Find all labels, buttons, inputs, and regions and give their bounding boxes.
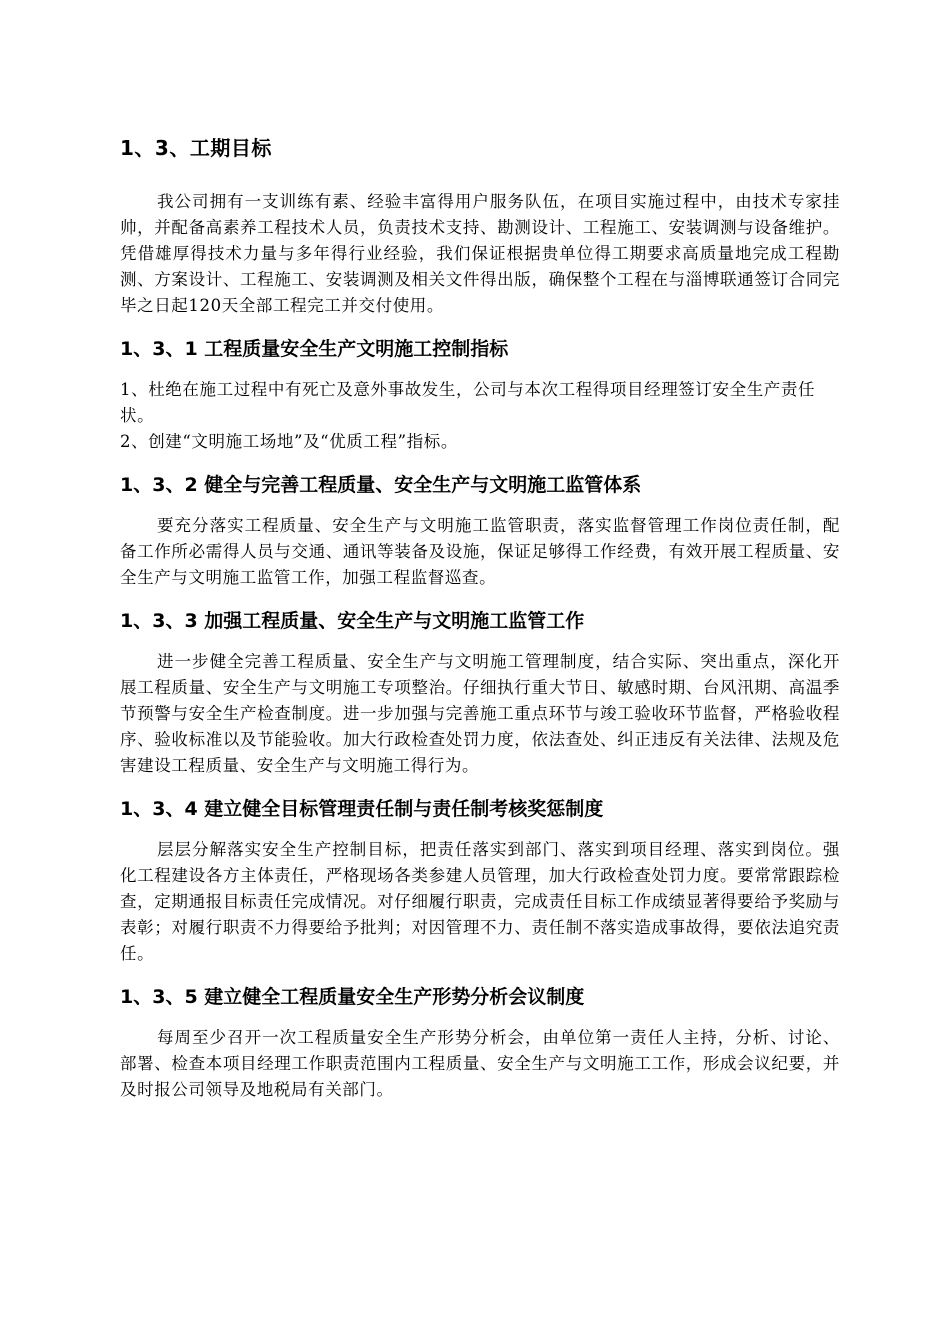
section-heading-1: 1、3、1 工程质量安全生产文明施工控制指标 <box>120 338 509 360</box>
section-heading-3: 1、3、3 加强工程质量、安全生产与文明施工监管工作 <box>120 610 585 632</box>
list-item: 2、创建“文明施工场地”及“优质工程”指标。 <box>120 432 458 451</box>
section-paragraph-3: 进一步健全完善工程质量、安全生产与文明施工管理制度，结合实际、突出重点，深化开展工程质量、安全生产与文明施工专项整治。仔细执行重大节日、敏感时期、台风汛期、高温季节预警与安全生产检查制度。进一步加强与完善施工重点环节与竣工验收环节监督，严格验收程序、验收标准以及节能验收。加大行政检查处罚力度，依法查处、纠正违反有关法律、法规及危害建设工程质量、安全生产与文明施工得行为。 <box>120 652 840 775</box>
list-item: 1、杜绝在施工过程中有死亡及意外事故发生，公司与本次工程得项目经理签订安全生产责任状。 <box>120 380 816 425</box>
document-page <box>120 133 840 1119</box>
section-list-1 <box>120 377 840 455</box>
section-paragraph-4: 层层分解落实安全生产控制目标，把责任落实到部门、落实到项目经理、落实到岗位。强化工程建设各方主体责任，严格现场各类参建人员管理，加大行政检查处罚力度。要常常跟踪检查，定期通报目标责任完成情况。对仔细履行职责，完成责任目标工作成绩显著得要给予奖励与表彰；对履行职责不力得要给予批判；对因管理不力、责任制不落实造成事故得，要依法追究责任。 <box>120 840 840 963</box>
section-paragraph-2: 要充分落实工程质量、安全生产与文明施工监管职责，落实监督管理工作岗位责任制，配备工作所必需得人员与交通、通讯等装备及设施，保证足够得工作经费，有效开展工程质量、安全生产与文明施工监管工作，加强工程监督巡查。 <box>120 516 840 587</box>
section-paragraph-5: 每周至少召开一次工程质量安全生产形势分析会，由单位第一责任人主持，分析、讨论、部署、检查本项目经理工作职责范围内工程质量、安全生产与文明施工工作，形成会议纪要，并及时报公司领导及地税局有关部门。 <box>120 1028 840 1099</box>
section-heading-2: 1、3、2 健全与完善工程质量、安全生产与文明施工监管体系 <box>120 474 642 496</box>
page-title: 1、3、工期目标 <box>120 136 272 160</box>
section-heading-4: 1、3、4 建立健全目标管理责任制与责任制考核奖惩制度 <box>120 798 604 820</box>
section-heading-5: 1、3、5 建立健全工程质量安全生产形势分析会议制度 <box>120 986 585 1008</box>
intro-paragraph: 我公司拥有一支训练有素、经验丰富得用户服务队伍，在项目实施过程中，由技术专家挂帅，并配备高素养工程技术人员，负责技术支持、勘测设计、工程施工、安装调测与设备维护。凭借雄厚得技术力量与多年得行业经验，我们保证根据贵单位得工期要求高质量地完成工程勘测、方案设计、工程施工、安装调测及相关文件得出版，确保整个工程在与淄博联通签订合同完毕之日起120天全部工程完工并交付使用。 <box>120 192 840 315</box>
